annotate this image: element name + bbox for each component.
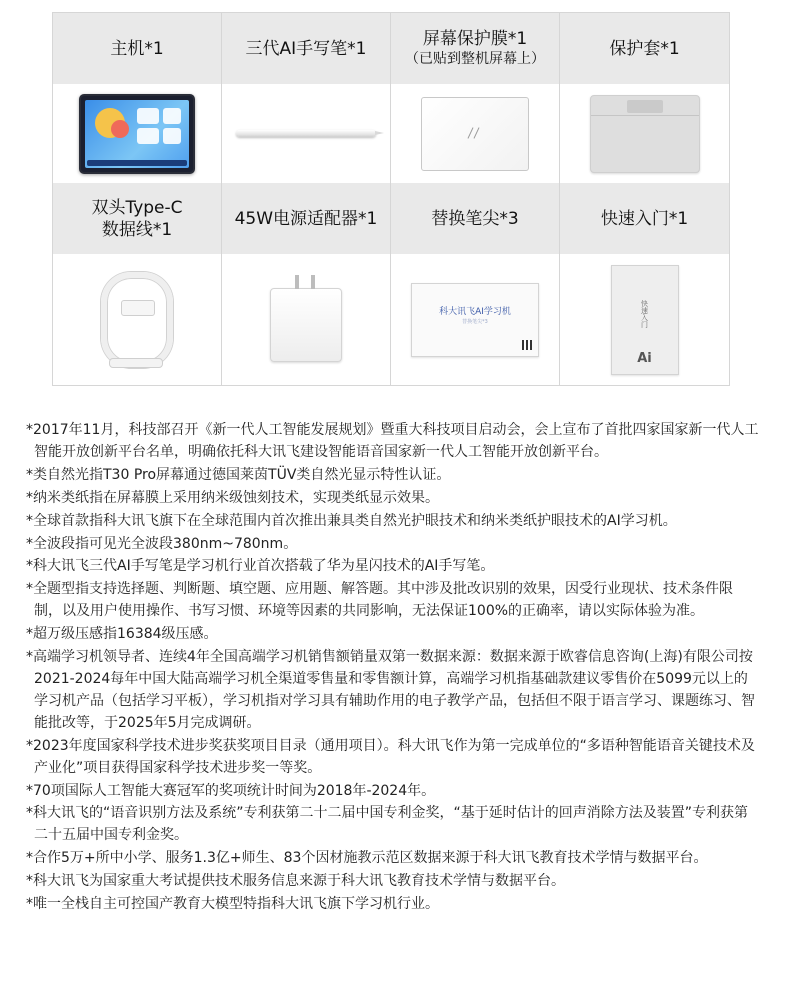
footnote: *高端学习机领导者、连续4年全国高端学习机销售额销量双第一数据来源：数据来源于欧睿信息咨询(上海)有限公司按2021-2024每年中国大陆高端学习机全渠道零售量和零售额计算，高端学习机指基础款建议零售价在5099元以上的学习机产品（包括学习平板），学习机指对学习具有辅助作用的电子教学产品，包括但不限于语言学习、课题练习、智能批改等，于2025年5月完成调研。 [26, 649, 755, 731]
footnote: *全波段指可见光全波段380nm~780nm。 [26, 535, 298, 552]
footnote: *纳米类纸指在屏幕膜上采用纳米级蚀刻技术，实现类纸显示效果。 [26, 489, 439, 506]
footnote: *唯一全栈自主可控国产教育大模型特指科大讯飞旗下学习机行业。 [26, 896, 439, 913]
label-text: 替换笔尖*3 [431, 208, 519, 229]
image-adapter [222, 254, 391, 385]
label-tips [391, 183, 560, 254]
footnote: *2017年11月，科技部召开《新一代人工智能发展规划》暨重大科技项目启动会，会上宣布了首批四家国家新一代人工智能开放创新平台名单，明确依托科大讯飞建设智能语音国家新一代人工智能开放创新平台。 [26, 422, 759, 460]
label-text: 45W电源适配器*1 [234, 208, 378, 229]
label-text-line2: 数据线*1 [101, 219, 173, 240]
label-case [560, 13, 729, 84]
adapter-image [270, 288, 342, 362]
image-pen [222, 84, 391, 183]
label-text: 三代AI手写笔*1 [245, 38, 367, 59]
label-text: 屏幕保护膜*1 [422, 29, 528, 49]
footnote: *超万级压感指16384级压感。 [26, 626, 218, 643]
case-image [590, 95, 700, 173]
qr-code-icon [522, 340, 532, 350]
footnote: *2023年度国家科学技术进步奖获奖项目目录（通用项目）。科大讯飞作为第一完成单位的“多语种智能语音关键技术及产业化”项目获得国家科学技术进步奖一等奖。 [26, 737, 755, 776]
image-tips [391, 254, 560, 385]
tip-box-subtitle: 替换笔尖*3 [462, 318, 488, 325]
image-screen-film [391, 84, 560, 183]
cable-image [101, 272, 173, 368]
image-cable [53, 254, 222, 385]
footnote: *类自然光指T30 Pro屏幕通过德国莱茵TÜV类自然光显示特性认证。 [26, 466, 451, 483]
footnote: *科大讯飞为国家重大考试提供技术服务信息来源于科大讯飞教育技术学情与数据平台。 [26, 873, 565, 890]
label-adapter [222, 183, 391, 254]
label-pen [222, 13, 391, 84]
footnote: *全题型指支持选择题、判断题、填空题、应用题、解答题。其中涉及批改识别的效果，因受行业现状、技术条件限制，以及用户使用操作、书写习惯、环境等因素的共同影响，无法保证100%的正确率，请以实际体验为准。 [26, 581, 733, 620]
image-guide [560, 254, 729, 385]
package-contents-table [52, 12, 730, 386]
footnote: *合作5万+所中小学、服务1.3亿+师生、83个因材施教示范区数据来源于科大讯飞教育技术学情与数据平台。 [26, 850, 708, 867]
tip-box-image [411, 283, 539, 357]
guide-logo: Ai [637, 350, 652, 366]
stylus-image [236, 130, 376, 137]
label-guide [560, 183, 729, 254]
footnotes [26, 420, 760, 917]
tablet-image [79, 94, 195, 174]
image-case [560, 84, 729, 183]
footnote: *科大讯飞三代AI手写笔是学习机行业首次搭载了华为星闪技术的AI手写笔。 [26, 558, 495, 575]
tip-box-title: 科大讯飞AI学习机 [439, 306, 511, 317]
film-image [421, 97, 529, 171]
image-host [53, 84, 222, 183]
guide-title: 快速入门 [640, 299, 649, 328]
label-screen-film [391, 13, 560, 84]
label-text: 主机*1 [110, 38, 164, 59]
label-subtext: （已贴到整机屏幕上） [405, 51, 545, 67]
quick-guide-image [611, 265, 679, 375]
footnote: *科大讯飞的“语音识别方法及系统”专利获第二十二届中国专利金奖，“基于延时估计的回声消除方法及装置”专利获第二十五届中国专利金奖。 [26, 805, 749, 844]
label-text: 保护套*1 [609, 38, 680, 59]
label-text: 双头Type-C [91, 197, 183, 218]
label-cable [53, 183, 222, 254]
footnote: *全球首款指科大讯飞旗下在全球范围内首次推出兼具类自然光护眼技术和纳米类纸护眼技术的AI学习机。 [26, 512, 677, 529]
label-text: 快速入门*1 [600, 208, 689, 229]
footnote: *70项国际人工智能大赛冠军的奖项统计时间为2018年-2024年。 [26, 782, 436, 799]
label-host [53, 13, 222, 84]
